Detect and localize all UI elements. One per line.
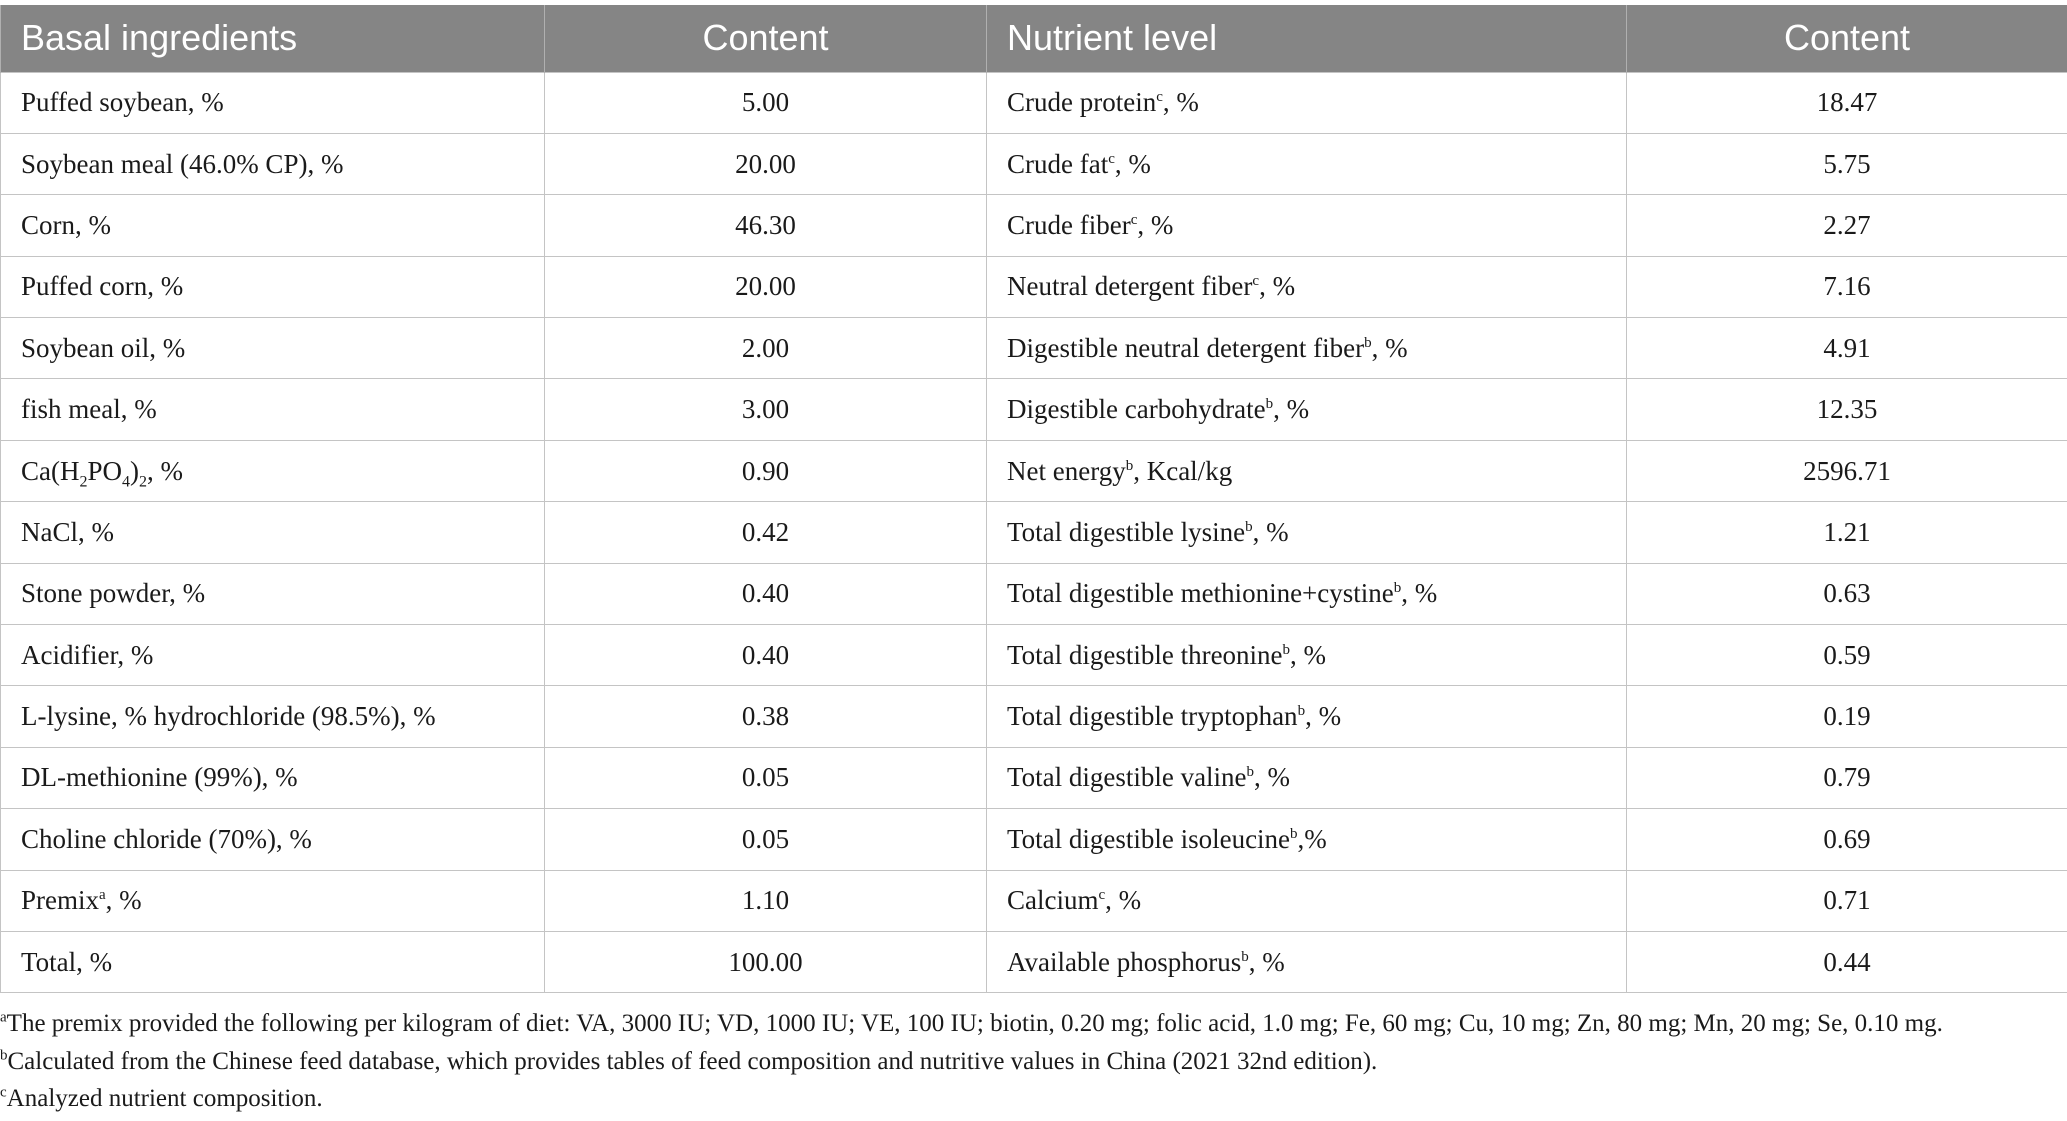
ingredient-cell <box>1 440 545 501</box>
table-row <box>1 440 2067 501</box>
nutrient-unit: , % <box>1162 87 1199 118</box>
formula-text: Ca(H <box>21 455 80 486</box>
ingredient-content-cell: 0.90 <box>545 440 987 501</box>
ingredient-cell <box>1 256 545 317</box>
nutrient-name: Neutral detergent fiber <box>1007 271 1253 302</box>
ingredient-cell <box>1 931 545 992</box>
nutrient-unit: , % <box>1248 946 1285 977</box>
table-row <box>1 809 2067 870</box>
ingredient-name: Soybean oil, % <box>21 332 186 363</box>
nutrient-footnote-mark: c <box>1252 273 1260 290</box>
nutrient-name: Digestible neutral detergent fiber <box>1007 332 1365 363</box>
ingredient-cell <box>1 686 545 747</box>
nutrient-unit: , % <box>1305 701 1342 732</box>
nutrient-unit: , % <box>1114 148 1151 179</box>
nutrient-cell <box>987 502 1627 563</box>
ingredient-content-cell: 0.05 <box>545 809 987 870</box>
ingredient-cell <box>1 747 545 808</box>
table-row <box>1 563 2067 624</box>
nutrient-name: Total digestible isoleucine <box>1007 823 1291 854</box>
nutrient-content-cell: 0.59 <box>1627 625 2067 686</box>
table-body <box>1 72 2067 993</box>
formula-subscript: 2 <box>139 472 147 490</box>
header-nutrient-content: Content <box>1627 5 2067 72</box>
nutrient-name: Net energy <box>1007 455 1126 486</box>
ingredient-footnote-mark: a <box>99 887 106 904</box>
ingredient-name: Stone powder, % <box>21 578 206 609</box>
footnote-b <box>0 1043 2067 1081</box>
nutrient-content-cell: 5.75 <box>1627 133 2067 194</box>
table-row <box>1 931 2067 992</box>
nutrient-content-cell: 12.35 <box>1627 379 2067 440</box>
table-row <box>1 625 2067 686</box>
nutrient-footnote-mark: b <box>1246 764 1255 781</box>
nutrient-name: Available phosphorus <box>1007 946 1242 977</box>
footnote-a <box>0 1005 2067 1043</box>
ingredient-cell <box>1 625 545 686</box>
table-row <box>1 195 2067 256</box>
nutrient-cell <box>987 747 1627 808</box>
ingredient-cell <box>1 563 545 624</box>
table-row <box>1 318 2067 379</box>
ingredient-content-cell: 1.10 <box>545 870 987 931</box>
ingredient-name: Puffed corn, % <box>21 271 184 302</box>
table-row <box>1 870 2067 931</box>
nutrient-cell <box>987 440 1627 501</box>
ingredient-content-cell: 0.05 <box>545 747 987 808</box>
nutrient-content-cell: 0.44 <box>1627 931 2067 992</box>
formula-unit: , % <box>147 455 183 486</box>
ingredient-name: Premix <box>21 885 99 916</box>
ingredient-content-cell: 100.00 <box>545 931 987 992</box>
nutrient-footnote-mark: b <box>1241 948 1249 965</box>
ingredient-cell <box>1 72 545 133</box>
header-basal-ingredients: Basal ingredients <box>1 5 545 72</box>
nutrient-footnote-mark: b <box>1245 518 1253 535</box>
formula-text: ) <box>130 455 139 486</box>
ingredient-content-cell: 2.00 <box>545 318 987 379</box>
nutrient-content-cell: 18.47 <box>1627 72 2067 133</box>
nutrient-unit: , % <box>1252 516 1289 547</box>
formula-subscript: 4 <box>122 472 130 490</box>
ingredient-name: DL-methionine (99%), % <box>21 762 298 793</box>
ingredient-cell <box>1 870 545 931</box>
nutrient-cell <box>987 686 1627 747</box>
nutrient-name: Calcium <box>1007 885 1099 916</box>
nutrient-content-cell: 7.16 <box>1627 256 2067 317</box>
nutrient-footnote-mark: c <box>1130 211 1138 228</box>
nutrient-unit: , Kcal/kg <box>1133 455 1233 486</box>
nutrient-cell <box>987 809 1627 870</box>
nutrient-unit: , % <box>1401 578 1438 609</box>
ingredient-name: NaCl, % <box>21 516 114 547</box>
nutrient-unit: ,% <box>1297 823 1327 854</box>
nutrient-footnote-mark: b <box>1364 334 1372 351</box>
nutrient-name: Digestible carbohydrate <box>1007 394 1266 425</box>
nutrient-cell <box>987 931 1627 992</box>
nutrient-content-cell: 0.63 <box>1627 563 2067 624</box>
nutrient-name: Total digestible methionine+cystine <box>1007 578 1394 609</box>
nutrient-unit: , % <box>1290 639 1327 670</box>
footnote-mark: c <box>0 1084 7 1101</box>
nutrient-name: Crude fiber <box>1007 209 1131 240</box>
nutrient-footnote-mark: b <box>1393 580 1402 597</box>
ingredient-cell <box>1 809 545 870</box>
nutrient-footnote-mark: c <box>1156 89 1163 106</box>
nutrient-cell <box>987 379 1627 440</box>
nutrient-cell <box>987 256 1627 317</box>
nutrient-unit: , % <box>1259 271 1296 302</box>
ingredient-cell <box>1 318 545 379</box>
nutrient-content-cell: 0.79 <box>1627 747 2067 808</box>
nutrient-content-cell: 2596.71 <box>1627 440 2067 501</box>
nutrient-name: Total digestible valine <box>1007 762 1247 793</box>
nutrient-cell <box>987 72 1627 133</box>
nutrient-unit: , % <box>1137 209 1174 240</box>
table-header-row <box>1 5 2067 72</box>
footnote-mark: b <box>0 1047 8 1064</box>
ingredient-cell <box>1 379 545 440</box>
nutrient-content-cell: 1.21 <box>1627 502 2067 563</box>
ingredient-name: Acidifier, % <box>21 639 154 670</box>
ingredient-content-cell: 0.38 <box>545 686 987 747</box>
nutrient-footnote-mark: c <box>1098 887 1106 904</box>
ingredient-name: Corn, % <box>21 209 111 240</box>
nutrient-name: Total digestible tryptophan <box>1007 701 1298 732</box>
composition-table-container <box>0 5 2067 993</box>
footnote-text: The premix provided the following per kilogram of diet: VA, 3000 IU; VD, 1000 IU; VE, 100 IU; biotin, 0.20 mg; folic acid, 1.0 mg; Fe, 60 mg; Cu, 10 mg; Zn, 80 mg; Mn, 20 mg; Se, 0.10 mg. <box>6 1010 1943 1037</box>
ingredient-content-cell: 46.30 <box>545 195 987 256</box>
header-ingredient-content: Content <box>545 5 987 72</box>
ingredient-content-cell: 0.40 <box>545 563 987 624</box>
nutrient-name: Total digestible lysine <box>1007 516 1246 547</box>
nutrient-footnote-mark: b <box>1290 825 1298 842</box>
footnote-mark: a <box>0 1009 7 1026</box>
ingredient-cell <box>1 502 545 563</box>
nutrient-footnote-mark: c <box>1108 150 1115 167</box>
ingredient-cell <box>1 133 545 194</box>
ingredient-content-cell: 20.00 <box>545 256 987 317</box>
table-row <box>1 686 2067 747</box>
nutrient-cell <box>987 133 1627 194</box>
footnotes <box>0 1005 2067 1118</box>
nutrient-unit: , % <box>1371 332 1408 363</box>
table-row <box>1 502 2067 563</box>
nutrient-name: Crude fat <box>1007 148 1109 179</box>
nutrient-content-cell: 2.27 <box>1627 195 2067 256</box>
nutrient-cell <box>987 870 1627 931</box>
ingredient-content-cell: 5.00 <box>545 72 987 133</box>
nutrient-footnote-mark: b <box>1265 396 1274 413</box>
ingredient-content-cell: 20.00 <box>545 133 987 194</box>
table-row <box>1 747 2067 808</box>
nutrient-content-cell: 0.71 <box>1627 870 2067 931</box>
ingredient-content-cell: 0.42 <box>545 502 987 563</box>
nutrient-name: Crude protein <box>1007 87 1157 118</box>
nutrient-footnote-mark: b <box>1297 703 1306 720</box>
ingredient-content-cell: 3.00 <box>545 379 987 440</box>
ingredient-name: Total, % <box>21 946 113 977</box>
header-nutrient-level: Nutrient level <box>987 5 1627 72</box>
ingredient-name: Soybean meal (46.0% CP), % <box>21 148 344 179</box>
formula-subscript: 2 <box>79 472 88 490</box>
ingredient-content-cell: 0.40 <box>545 625 987 686</box>
table-row <box>1 72 2067 133</box>
nutrient-unit: , % <box>1273 394 1310 425</box>
nutrient-footnote-mark: b <box>1282 641 1291 658</box>
table-row <box>1 133 2067 194</box>
table-row <box>1 256 2067 317</box>
nutrient-cell <box>987 195 1627 256</box>
nutrient-content-cell: 0.19 <box>1627 686 2067 747</box>
ingredient-name: L-lysine, % hydrochloride (98.5%), % <box>21 701 436 732</box>
ingredient-name: Choline chloride (70%), % <box>21 823 312 854</box>
footnote-text: Analyzed nutrient composition. <box>6 1085 323 1112</box>
ingredient-unit: , % <box>105 885 142 916</box>
nutrient-content-cell: 0.69 <box>1627 809 2067 870</box>
nutrient-unit: , % <box>1105 885 1142 916</box>
nutrient-cell <box>987 318 1627 379</box>
nutrient-cell <box>987 625 1627 686</box>
ingredient-name: Puffed soybean, % <box>21 87 224 118</box>
ingredient-cell <box>1 195 545 256</box>
nutrient-unit: , % <box>1254 762 1291 793</box>
footnote-text: Calculated from the Chinese feed database, which provides tables of feed composition and nutritive values in China (2021 32nd edition). <box>7 1047 1378 1075</box>
formula-text: PO <box>87 455 122 486</box>
nutrient-footnote-mark: b <box>1125 457 1134 474</box>
nutrient-name: Total digestible threonine <box>1007 639 1283 670</box>
nutrient-cell <box>987 563 1627 624</box>
footnote-c <box>0 1080 2067 1118</box>
ingredient-name: fish meal, % <box>21 394 157 425</box>
table-row <box>1 379 2067 440</box>
nutrient-content-cell: 4.91 <box>1627 318 2067 379</box>
diet-composition-table <box>0 5 2067 993</box>
